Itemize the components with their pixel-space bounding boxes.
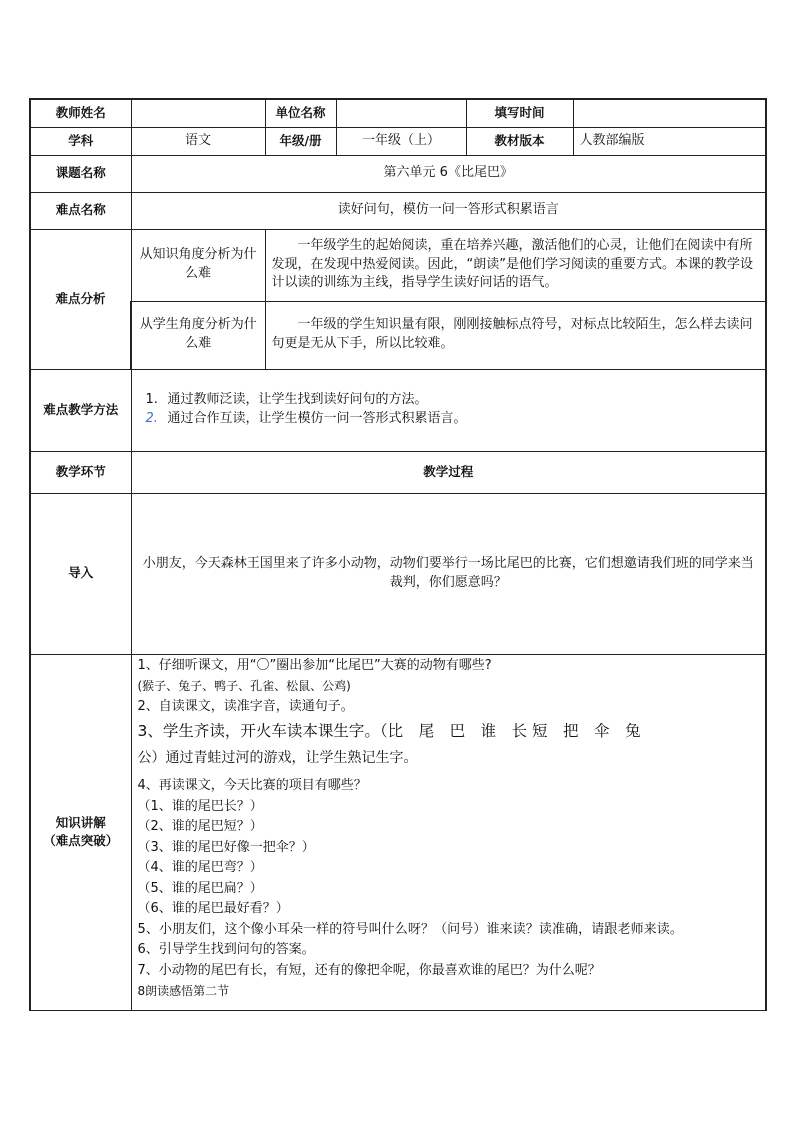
process-header-row xyxy=(30,451,766,493)
intro-text: 小朋友，今天森林王国里来了许多小动物，动物们要举行一场比尾巴的比赛，它们想邀请我们班的同学来当裁判，你们愿意吗？ xyxy=(131,493,766,654)
knowledge-line: 7、小动物的尾巴有长，有短，还有的像把伞呢，你最喜欢谁的尾巴？为什么呢？ xyxy=(137,962,601,978)
difficulty-label: 难点名称 xyxy=(30,192,131,229)
method-label: 难点教学方法 xyxy=(30,369,131,451)
knowledge-line: 4、再读课文，今天比赛的项目有哪些？ xyxy=(137,778,367,793)
difficulty-row xyxy=(30,192,766,229)
textbook-value: 人教部编版 xyxy=(573,127,766,155)
knowledge-line: （3、谁的尾巴好像一把伞？） xyxy=(137,839,315,855)
difficulty-value: 读好问句，模仿一问一答形式积累语言 xyxy=(131,192,766,229)
process-label: 教学过程 xyxy=(131,451,766,493)
knowledge-line: 8朗读感悟第二节 xyxy=(137,984,230,998)
knowledge-row xyxy=(30,654,766,1010)
knowledge-line: （2、谁的尾巴短？） xyxy=(137,819,263,834)
knowledge-line: 5、小朋友们，这个像小耳朵一样的符号叫什么呀？（问号）谁来读？读准确，请跟老师来读。 xyxy=(137,921,683,937)
knowledge-content xyxy=(131,654,766,1010)
method-list xyxy=(131,369,766,451)
teacher-name-label: 教师姓名 xyxy=(30,99,131,127)
lesson-title-value: 第六单元 6《比尾巴》 xyxy=(131,155,766,192)
stage-label: 教学环节 xyxy=(30,451,131,493)
lesson-title-row xyxy=(30,155,766,192)
analysis-knowledge-row xyxy=(30,229,766,301)
knowledge-label-sub: （难点突破） xyxy=(43,833,119,848)
student-angle-label: 从学生角度分析为什么难 xyxy=(131,301,265,369)
analysis-label: 难点分析 xyxy=(30,229,131,369)
grade-label: 年级/册 xyxy=(265,127,336,155)
lesson-title-label: 课题名称 xyxy=(30,155,131,192)
method-row xyxy=(30,369,766,451)
lesson-plan-table xyxy=(29,98,767,1011)
knowledge-line: （5、谁的尾巴扁？） xyxy=(137,880,263,896)
knowledge-label-main: 知识讲解 xyxy=(55,814,106,830)
unit-label: 单位名称 xyxy=(265,99,336,127)
student-angle-text: 一年级的学生知识量有限，刚刚接触标点符号，对标点比较陌生，怎么样去读问句更是无从下手，所以比较难。 xyxy=(265,301,766,369)
method-item-number: 1. xyxy=(145,392,158,408)
teacher-name-value[interactable] xyxy=(131,99,265,127)
knowledge-line: （1、谁的尾巴长？） xyxy=(137,798,263,814)
analysis-student-row xyxy=(30,301,766,369)
method-item-text: 通过教师泛读，让学生找到读好问句的方法。 xyxy=(167,392,428,408)
header-row-1 xyxy=(30,99,766,127)
intro-label: 导入 xyxy=(30,493,131,654)
subject-value: 语文 xyxy=(131,127,265,155)
knowledge-line: （4、谁的尾巴弯？） xyxy=(137,860,263,875)
knowledge-angle-label: 从知识角度分析为什么难 xyxy=(131,229,265,301)
grade-value: 一年级（上） xyxy=(336,127,466,155)
knowledge-line: 公）通过青蛙过河的游戏，让学生熟记生字。 xyxy=(137,750,418,766)
knowledge-line: 1、仔细听课文，用“〇”圈出参加“比尾巴”大赛的动物有哪些? xyxy=(137,657,492,673)
method-item-text: 通过合作互读，让学生模仿一问一答形式积累语言。 xyxy=(167,411,467,426)
fill-time-value[interactable] xyxy=(573,99,766,127)
fill-time-label: 填写时间 xyxy=(466,99,573,127)
knowledge-line: 3、学生齐读，开火车读本课生字。（比 尾 巴 谁 长 短 把 伞 兔 xyxy=(137,722,641,740)
knowledge-label xyxy=(30,654,131,1010)
knowledge-line: 6、引导学生找到问句的答案。 xyxy=(137,942,315,957)
unit-value[interactable] xyxy=(336,99,466,127)
method-item-number: 2. xyxy=(145,411,158,426)
textbook-label: 教材版本 xyxy=(466,127,573,155)
knowledge-line: 2、自读课文，读准字音，读通句子。 xyxy=(137,698,354,714)
method-item xyxy=(138,410,760,429)
knowledge-angle-text: 一年级学生的起始阅读，重在培养兴趣，激活他们的心灵，让他们在阅读中有所发现，在发现中热爱阅读。因此，“朗读”是他们学习阅读的重要方式。本课的教学设计以读的训练为主线，指导学生读好问话的语气。 xyxy=(265,229,766,301)
method-item xyxy=(138,391,760,410)
header-row-2 xyxy=(30,127,766,155)
subject-label: 学科 xyxy=(30,127,131,155)
intro-row xyxy=(30,493,766,654)
knowledge-line: （6、谁的尾巴最好看？） xyxy=(137,901,289,916)
knowledge-line: (猴子、兔子、鸭子、孔雀、松鼠、公鸡) xyxy=(137,679,351,693)
